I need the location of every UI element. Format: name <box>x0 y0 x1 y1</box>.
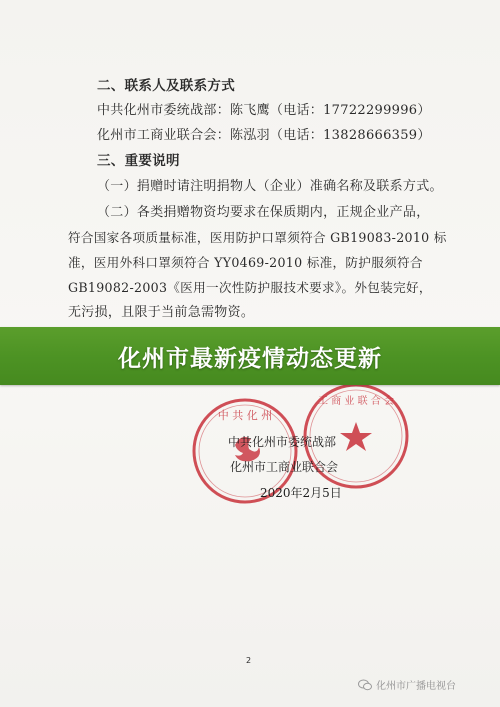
contact-line-2: 化州市工商业联合会：陈泓羽（电话：13828666359） <box>97 128 431 143</box>
note-line-1: （一）捐赠时请注明捐物人（企业）准确名称及联系方式。 <box>97 179 443 194</box>
section-3-title: 三、重要说明 <box>97 153 180 169</box>
headline-banner <box>0 327 500 385</box>
banner-title: 化州市最新疫情动态更新 <box>118 345 382 372</box>
contact-line-1: 中共化州市委统战部：陈飞鹰（电话：17722299996） <box>97 103 431 118</box>
document-date: 2020年2月5日 <box>260 486 342 500</box>
note-line-4: 准，医用外科口罩须符合 YY0469-2010 标准，防护服须符合 <box>68 255 423 270</box>
watermark-text: 化州市广播电视台 <box>376 681 456 692</box>
note-line-3: 符合国家各项质量标准，医用防护口罩须符合 GB19083-2010 标 <box>68 230 447 245</box>
svg-text:中 共 化 州: 中 共 化 州 <box>217 409 273 422</box>
page-number: 2 <box>246 656 252 665</box>
wechat-icon <box>358 679 372 691</box>
note-line-5: GB19082-2003《医用一次性防护服技术要求》。外包装完好， <box>68 280 432 295</box>
source-watermark <box>358 677 456 692</box>
svg-text:工 商 业 联 合 会: 工 商 业 联 合 会 <box>318 396 394 407</box>
section-2-title: 二、联系人及联系方式 <box>97 78 235 94</box>
note-line-2: （二）各类捐赠物资均要求在保质期内，正规企业产品， <box>97 205 430 220</box>
note-line-6: 无污损，且限于当前急需物资。 <box>68 305 255 320</box>
signatory-2: 化州市工商业联合会 <box>230 460 339 474</box>
signatory-1: 中共化州市委统战部 <box>228 435 337 449</box>
